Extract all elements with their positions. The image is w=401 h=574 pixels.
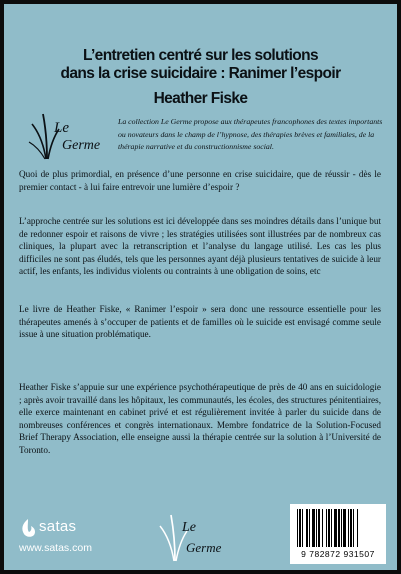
- barcode: [290, 504, 386, 564]
- book-title-line2: dans la crise suicidaire : Ranimer l’espoir: [60, 65, 341, 82]
- book-back-cover: [4, 4, 397, 570]
- le-germe-logo: [26, 112, 116, 160]
- publisher-url: www.satas.com: [19, 542, 92, 554]
- paragraph-intro: Quoi de plus primordial, en présence d’une personne en crise suicidaire, que de réussir - dès le premier contact - à lui faire entrevoir une lumière d’espoir ?: [19, 169, 381, 192]
- le-germe-logo-bottom: [156, 512, 226, 568]
- paragraph-author-bio: Heather Fiske s’appuie sur une expérience psychothérapeutique de près de 40 ans en suicidologie ; après avoir travaillé dans les hôpitaux, les communautés, les écoles, des structures pénitentiaires, elle exerce maintenant en cabinet privé et est régulièrement invitée à parler du suicide dans de nombreuses conférences et congrès internationaux. Membre fondatrice de la Solution-Focused Brief Therapy Association, elle enseigne aussi la thérapie centrée sur la solution à l’Université de Toronto.: [19, 382, 381, 455]
- barcode-bars: [296, 509, 380, 549]
- logo-word-le: Le: [54, 120, 69, 136]
- logo-word-le: Le: [182, 520, 196, 535]
- publisher-logo: [19, 518, 129, 564]
- logo-word-germe: Germe: [186, 540, 222, 555]
- satas-flame-icon: [19, 518, 37, 540]
- collection-description: La collection Le Germe propose aux thérapeutes francophones des textes importants ou novateurs dans le champ de l’hypnose, des thérapies brèves et familiales, de la thérapie narrative et du constructionnisme social.: [118, 117, 383, 152]
- logo-word-germe: Germe: [62, 138, 101, 153]
- paragraph-approach: L’approche centrée sur les solutions est ici développée dans ses moindres détails dans l’unique but de redonner espoir et raisons de vivre ; les stratégies utilisées sont illustrées par de nombreux cas cliniques, la plupart avec la retranscription et l’analyse du langage utilisé. Les cas les plus difficiles ne sont pas éludés, tels que les personnes ayant déjà plusieurs tentatives de suicide à leur actif, les enfants, les individus violents ou contraints à une obligation de soins, etc: [19, 216, 381, 277]
- publisher-name: satas: [39, 518, 77, 535]
- book-author: Heather Fiske: [153, 90, 248, 107]
- isbn-number: 9 782872 931507: [301, 549, 375, 559]
- paragraph-resource: Le livre de Heather Fiske, « Ranimer l’espoir » sera donc une ressource essentielle pour les thérapeutes amenés à s’occuper de patients et de familles où le suicide est envisagé comme seule issue à une situation problématique.: [19, 304, 381, 340]
- book-title-line1: L’entretien centré sur les solutions: [82, 47, 319, 64]
